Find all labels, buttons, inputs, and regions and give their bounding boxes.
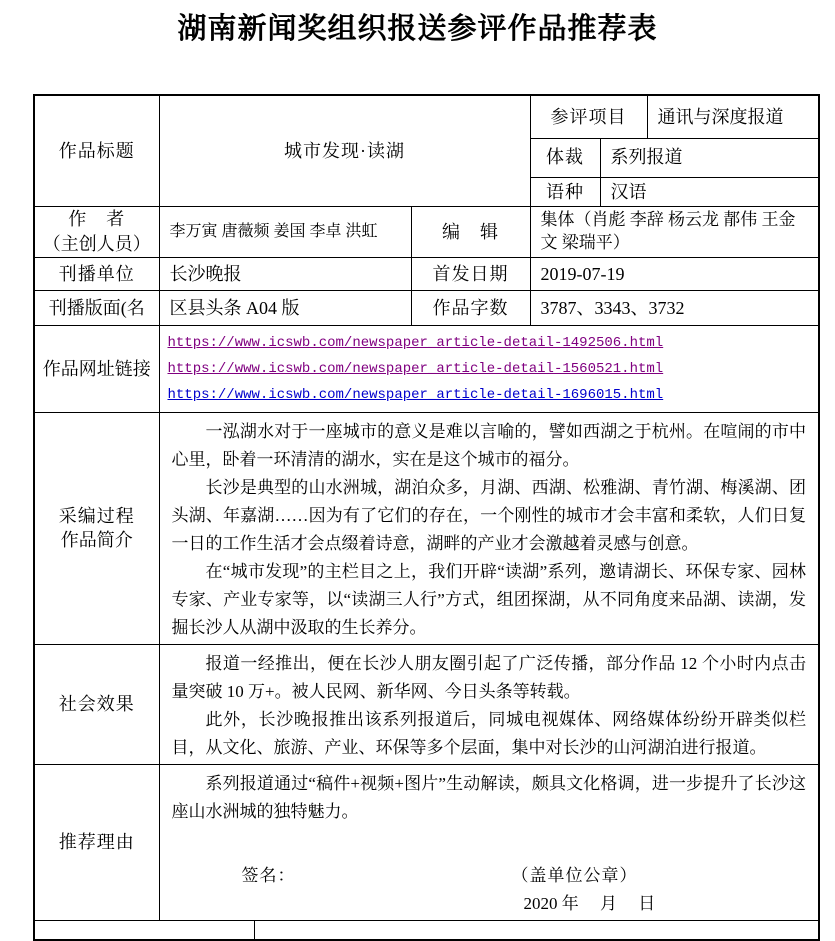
field-label-genre: 体裁 (530, 138, 600, 177)
field-value-author: 李万寅 唐薇频 姜国 李卓 洪虹 (159, 206, 411, 257)
stub-column-divider (254, 921, 255, 940)
field-label-editor: 编 辑 (411, 206, 530, 257)
next-row-stub (34, 920, 819, 940)
field-label-language: 语种 (530, 177, 600, 206)
field-label-intro (34, 412, 159, 644)
field-value-publish-unit: 长沙晚报 (159, 257, 411, 290)
intro-paragraph-1: 一泓湖水对于一座城市的意义是难以言喻的，譬如西湖之于杭州。在喧闹的市中心里，卧着一环清清的湖水，实在是这个城市的福分。 (171, 421, 806, 469)
article-link-1[interactable]: https://www.icswb.com/newspaper_article-detail-1492506.html (167, 334, 664, 351)
author-label-line1: 作 者 (68, 209, 126, 230)
article-links-cell (159, 325, 819, 412)
field-label-publish-page: 刊播版面(名 (34, 290, 159, 325)
field-value-publish-page: 区县头条 A04 版 (159, 290, 411, 325)
field-label-work-title: 作品标题 (34, 95, 159, 206)
intro-paragraph-2: 长沙是典型的山水洲城，湖泊众多，月湖、西湖、松雅湖、青竹湖、梅溪湖、团头湖、年嘉湖……因为有了它们的存在，一个刚性的城市才会丰富和柔软，人们日复一日的工作生活才会点缀着诗意，湖畔的产业才会激越着灵感与创意。 (171, 477, 806, 553)
recommendation-paragraph: 系列报道通过“稿件+视频+图片”生动解读，颇具文化格调，进一步提升了长沙这座山水洲城的独特魅力。 (171, 773, 806, 821)
field-value-work-title: 城市发现·读湖 (159, 95, 530, 206)
recommendation-text-cell (159, 764, 819, 920)
page-title: 湖南新闻奖组织报送参评作品推荐表 (177, 13, 658, 45)
field-value-first-date: 2019-07-19 (530, 257, 819, 290)
signature-label: 签名： (241, 865, 296, 885)
intro-label-line1: 采编过程 (58, 505, 135, 526)
author-label-line2: （主创人员） (42, 233, 151, 254)
recommendation-form-table (33, 94, 820, 941)
article-link-2[interactable]: https://www.icswb.com/newspaper_article-detail-1560521.html (167, 360, 664, 377)
social-effect-paragraph-2: 此外，长沙晚报推出该系列报道后，同城电视媒体、网络媒体纷纷开辟类似栏目，从文化、旅游、产业、环保等多个层面，集中对长沙的山河湖泊进行报道。 (171, 709, 806, 757)
field-label-author (34, 206, 159, 257)
field-label-recommendation: 推荐理由 (34, 764, 159, 920)
social-effect-paragraph-1: 报道一经推出，便在长沙人朋友圈引起了广泛传播，部分作品 12 个小时内点击量突破 10 万+。被人民网、新华网、今日头条等转载。 (171, 653, 806, 701)
field-value-word-count: 3787、3343、3732 (530, 290, 819, 325)
field-label-first-date: 首发日期 (411, 257, 530, 290)
unit-seal-label: （盖单位公章） (511, 865, 638, 885)
field-label-social-effect: 社会效果 (34, 644, 159, 764)
field-value-language: 汉语 (600, 177, 819, 206)
social-effect-text-cell (159, 644, 819, 764)
field-label-publish-unit: 刊播单位 (34, 257, 159, 290)
date-line: 2020 年 月 日 (523, 893, 656, 913)
field-value-editor: 集体（肖彪 李辞 杨云龙 郬伟 王金文 梁瑞平） (530, 206, 819, 257)
field-label-word-count: 作品字数 (411, 290, 530, 325)
intro-label-line2: 作品简介 (60, 530, 133, 551)
field-value-entry-item: 通讯与深度报道 (647, 95, 819, 138)
field-label-article-links: 作品网址链接 (34, 325, 159, 412)
intro-paragraph-3: 在“城市发现”的主栏目之上，我们开辟“读湖”系列，邀请湖长、环保专家、园林专家、产业专家等，以“读湖三人行”方式，组团探湖，从不同角度来品湖、读湖，发掘长沙人从湖中汲取的生长养分。 (171, 561, 806, 637)
field-label-entry-item: 参评项目 (530, 95, 647, 138)
field-value-genre: 系列报道 (600, 138, 819, 177)
intro-text-cell (159, 412, 819, 644)
article-link-3[interactable]: https://www.icswb.com/newspaper_article-detail-1696015.html (167, 386, 664, 403)
signature-line (172, 862, 807, 890)
